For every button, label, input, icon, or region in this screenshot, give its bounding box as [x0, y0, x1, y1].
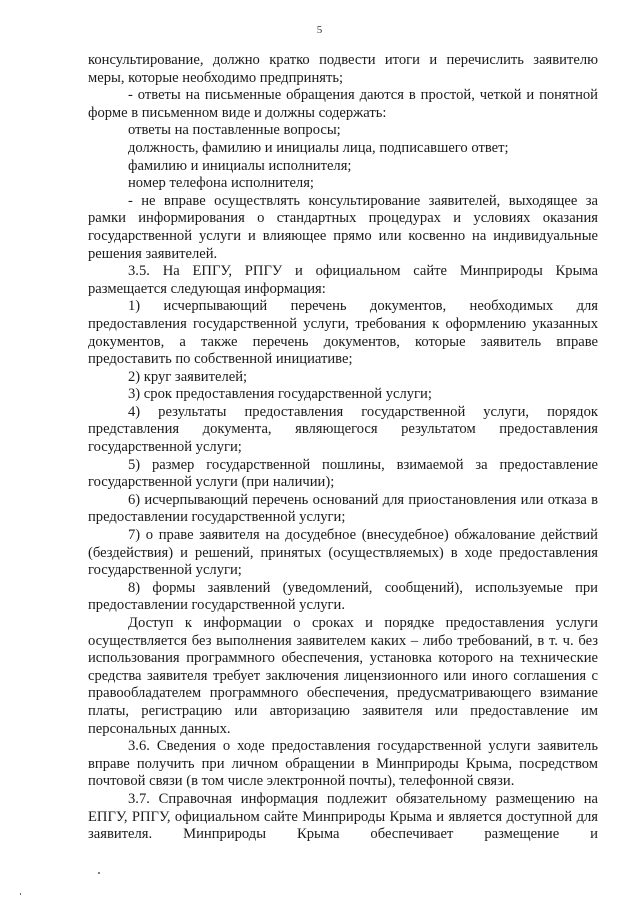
list-item: 4) результаты предоставления государственной услуги, порядок представления документа, являющегося результатом предоставления государственной услуги;: [88, 403, 598, 456]
section-paragraph: 3.7. Справочная информация подлежит обязательному размещению на ЕПГУ, РПГУ, официальном сайте Минприроды Крыма и является доступной для заявителя. Минприроды Крыма обеспечивает размещение и: [88, 790, 598, 843]
list-item: 3) срок предоставления государственной услуги;: [128, 386, 432, 403]
page-number: 5: [316, 24, 323, 36]
list-item: 6) исчерпывающий перечень оснований для приостановления или отказа в предоставлении государственной услуги;: [88, 491, 598, 526]
document-body: [88, 52, 598, 844]
scan-speck: [20, 893, 21, 895]
scan-speck: [98, 872, 100, 874]
paragraph: номер телефона исполнителя;: [128, 175, 314, 192]
paragraph: фамилию и инициалы исполнителя;: [128, 157, 352, 174]
paragraph: консультирование, должно кратко подвести итоги и перечислить заявителю меры, которые необходимо предпринять;: [88, 52, 598, 86]
list-item: 5) размер государственной пошлины, взимаемой за предоставление государственной услуги (при наличии);: [88, 456, 598, 491]
paragraph: - не вправе осуществлять консультирование заявителей, выходящее за рамки информирования о стандартных процедурах и условиях оказания государственной услуги и влияющее прямо или косвенно на индивидуальные решения заявителей.: [88, 192, 598, 262]
paragraph: - ответы на письменные обращения даются в простой, четкой и понятной форме в письменном виде и должны содержать:: [88, 87, 598, 121]
section-paragraph: 3.5. На ЕПГУ, РПГУ и официальном сайте Минприроды Крыма размещается следующая информация:: [88, 263, 598, 297]
list-item: 1) исчерпывающий перечень документов, необходимых для предоставления государственной услуги, требования к оформлению указанных документов, а также перечень документов, которые заявитель вправе предоставить по собственной инициативе;: [88, 298, 598, 368]
list-item: 2) круг заявителей;: [128, 368, 248, 385]
paragraph: должность, фамилию и инициалы лица, подписавшего ответ;: [128, 139, 509, 156]
list-item: 8) формы заявлений (уведомлений, сообщений), используемые при предоставлении государственной услуги.: [88, 579, 598, 614]
paragraph: ответы на поставленные вопросы;: [128, 122, 341, 139]
section-paragraph: 3.6. Сведения о ходе предоставления государственной услуги заявитель вправе получить при личном обращении в Минприроды Крыма, посредством почтовой связи (в том числе электронной почты), телефонной связи.: [88, 738, 598, 790]
list-item: 7) о праве заявителя на досудебное (внесудебное) обжалование действий (бездействия) и решений, принятых (осуществляемых) в ходе предоставления государственной услуги;: [88, 527, 598, 579]
paragraph: Доступ к информации о сроках и порядке предоставления услуги осуществляется без выполнения заявителем каких – либо требований, в т. ч. без использования программного обеспечения, установка которого на технические средства заявителя требует заключения лицензионного или иного соглашения с правообладателем программного обеспечения, предусматривающего взимание платы, регистрацию или авторизацию заявителя или предоставление им персональных данных.: [88, 615, 598, 737]
